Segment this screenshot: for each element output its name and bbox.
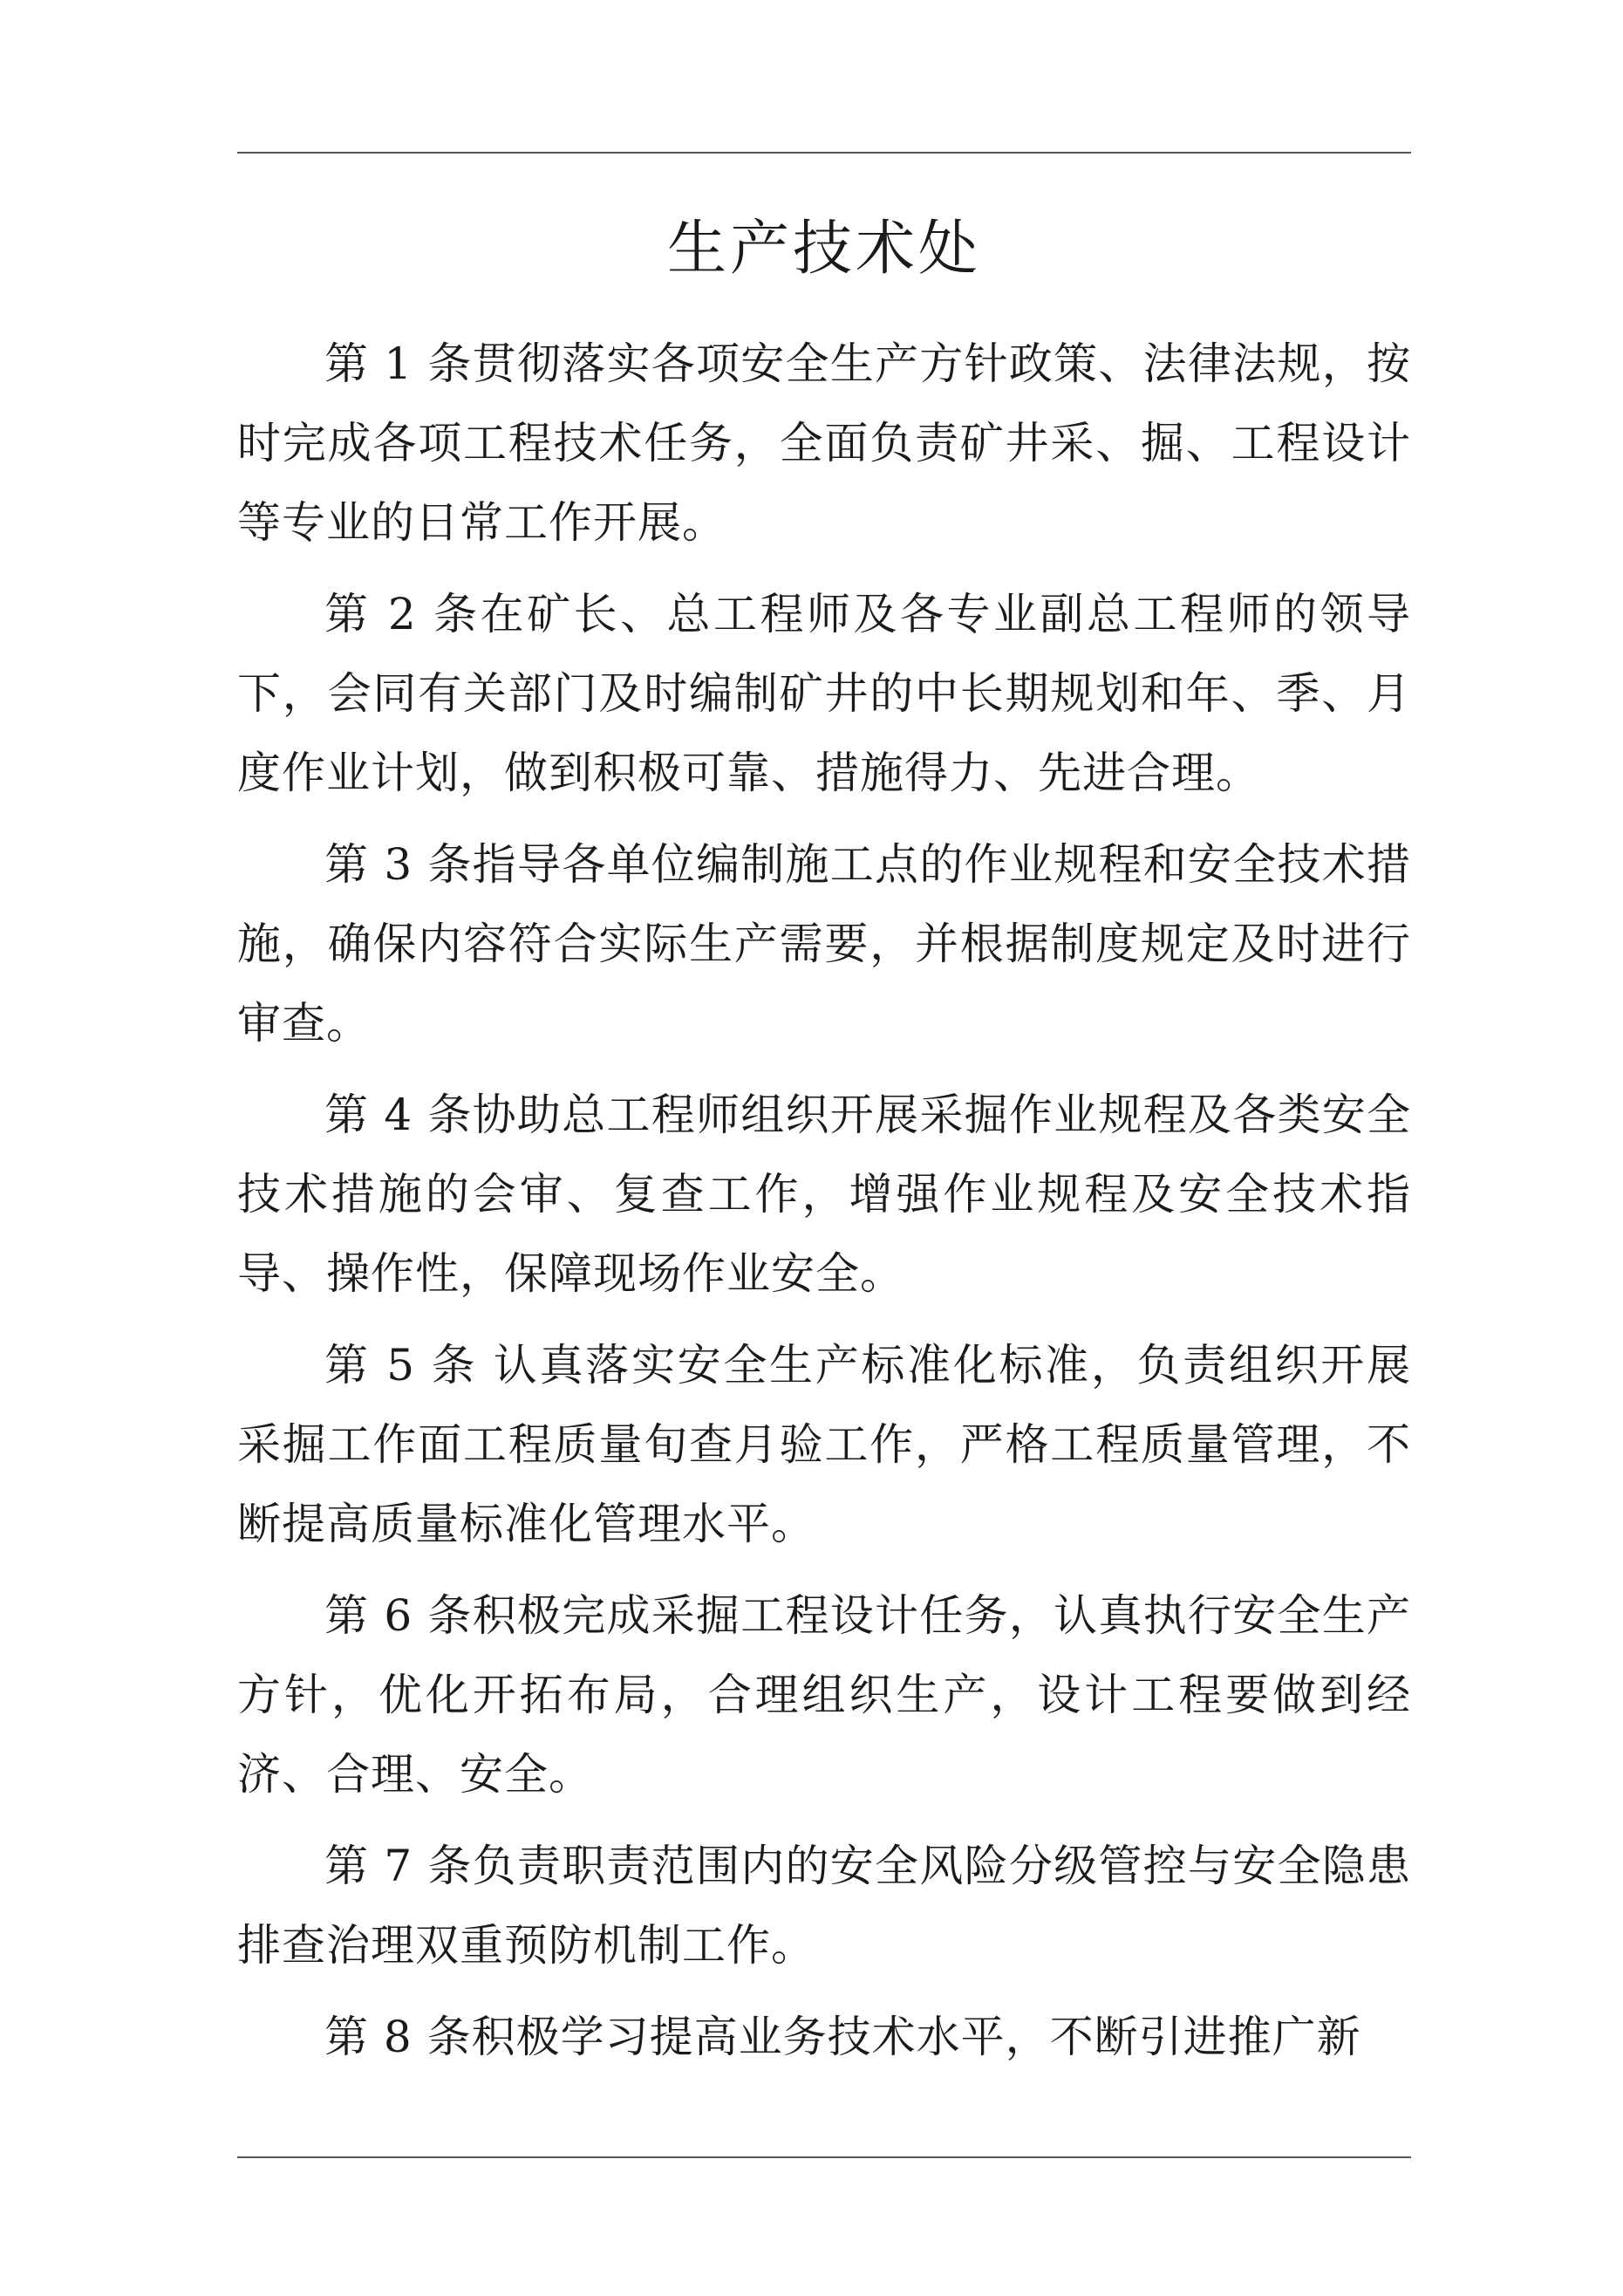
footer-rule bbox=[237, 2156, 1411, 2158]
header-rule bbox=[237, 152, 1411, 154]
document-body bbox=[237, 325, 1411, 2089]
article-8: 第 8 条积极学习提高业务技术水平，不断引进推广新 bbox=[324, 2012, 1361, 2062]
article-2: 第 2 条在矿长、总工程师及各专业副总工程师的领导下，会同有关部门及时编制矿井的中长期规划和年、季、月度作业计划，做到积极可靠、措施得力、先进合理。 bbox=[237, 589, 1411, 798]
article-3: 第 3 条指导各单位编制施工点的作业规程和安全技术措施，确保内容符合实际生产需要，并根据制度规定及时进行审查。 bbox=[237, 839, 1411, 1049]
article-6: 第 6 条积极完成采掘工程设计任务，认真执行安全生产方针，优化开拓布局，合理组织生产，设计工程要做到经济、合理、安全。 bbox=[237, 1590, 1411, 1800]
article-4: 第 4 条协助总工程师组织开展采掘作业规程及各类安全技术措施的会审、复查工作，增强作业规程及安全技术指导、操作性，保障现场作业安全。 bbox=[237, 1090, 1411, 1299]
article-7: 第 7 条负责职责范围内的安全风险分级管控与安全隐患排查治理双重预防机制工作。 bbox=[237, 1841, 1411, 1971]
page-title: 生产技术处 bbox=[666, 215, 981, 284]
article-1: 第 1 条贯彻落实各项安全生产方针政策、法律法规，按时完成各项工程技术任务，全面负责矿井采、掘、工程设计等专业的日常工作开展。 bbox=[237, 338, 1411, 548]
article-5: 第 5 条 认真落实安全生产标准化标准，负责组织开展采掘工作面工程质量旬查月验工作，严格工程质量管理，不断提高质量标准化管理水平。 bbox=[237, 1340, 1411, 1549]
